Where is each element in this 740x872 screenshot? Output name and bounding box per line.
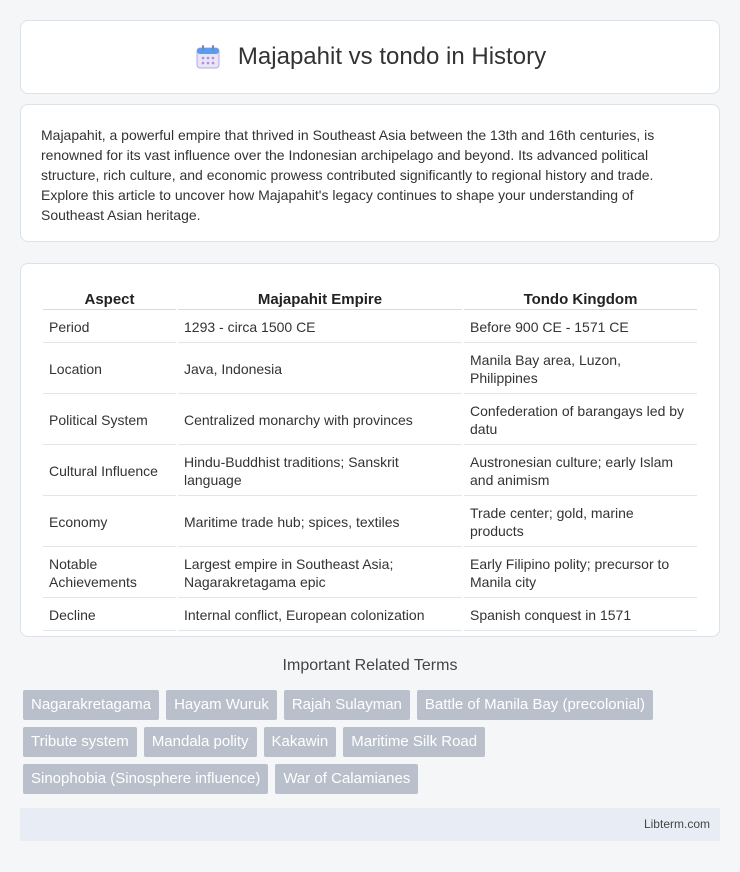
table-cell-aspect: Cultural Influence — [43, 447, 176, 496]
table-row — [43, 549, 697, 598]
column-header-aspect: Aspect — [43, 286, 176, 310]
table-cell-tondo: Early Filipino polity; precursor to Manila city — [464, 549, 697, 598]
table-cell-tondo: Before 900 CE - 1571 CE — [464, 312, 697, 343]
title-card — [20, 20, 720, 94]
intro-card — [20, 104, 720, 242]
footer-site-link[interactable]: Libterm.com — [643, 817, 710, 831]
related-term-tag[interactable]: Tribute system — [23, 727, 137, 757]
title-wrap — [21, 21, 719, 93]
column-header-tondo: Tondo Kingdom — [464, 286, 697, 310]
table-cell-majapahit: Centralized monarchy with provinces — [178, 396, 462, 445]
table-row — [43, 312, 697, 343]
table-cell-tondo: Austronesian culture; early Islam and animism — [464, 447, 697, 496]
table-cell-tondo: Confederation of barangays led by datu — [464, 396, 697, 445]
table-cell-majapahit: Internal conflict, European colonization — [178, 600, 462, 631]
calendar-icon — [194, 43, 222, 71]
table-row — [43, 600, 697, 631]
table-cell-aspect: Decline — [43, 600, 176, 631]
table-row — [43, 345, 697, 394]
related-term-tag[interactable]: Battle of Manila Bay (precolonial) — [417, 690, 653, 720]
table-cell-tondo: Spanish conquest in 1571 — [464, 600, 697, 631]
table-cell-tondo: Manila Bay area, Luzon, Philippines — [464, 345, 697, 394]
table-cell-majapahit: Maritime trade hub; spices, textiles — [178, 498, 462, 547]
table-cell-aspect: Location — [43, 345, 176, 394]
related-term-tag[interactable]: Nagarakretagama — [23, 690, 159, 720]
table-cell-majapahit: Hindu-Buddhist traditions; Sanskrit language — [178, 447, 462, 496]
column-header-majapahit: Majapahit Empire — [178, 286, 462, 310]
related-term-tag[interactable]: Maritime Silk Road — [343, 727, 485, 757]
related-term-tag[interactable]: Kakawin — [264, 727, 337, 757]
comparison-table — [41, 284, 699, 633]
table-row — [43, 396, 697, 445]
table-header-row — [43, 286, 697, 310]
table-cell-aspect: Political System — [43, 396, 176, 445]
related-term-tag[interactable]: Hayam Wuruk — [166, 690, 277, 720]
footer — [20, 808, 720, 841]
comparison-table-card — [20, 263, 720, 637]
related-term-tag[interactable]: Mandala polity — [144, 727, 257, 757]
page-title: Majapahit vs tondo in History — [237, 43, 547, 70]
related-terms-heading: Important Related Terms — [282, 657, 458, 674]
related-term-tag[interactable]: War of Calamianes — [275, 764, 418, 794]
table-row — [43, 447, 697, 496]
related-term-tag[interactable]: Rajah Sulayman — [284, 690, 410, 720]
table-cell-majapahit: Java, Indonesia — [178, 345, 462, 394]
table-row — [43, 498, 697, 547]
table-cell-aspect: Economy — [43, 498, 176, 547]
table-cell-majapahit: 1293 - circa 1500 CE — [178, 312, 462, 343]
related-term-tag[interactable]: Sinophobia (Sinosphere influence) — [23, 764, 268, 794]
intro-paragraph: Majapahit, a powerful empire that thrived in Southeast Asia between the 13th and 16th centuries, is renowned for its vast influence over the Indonesian archipelago and beyond. Its advanced political structure, rich culture, and economic prowess contributed significantly to regional history and trade. Explore this article to uncover how Majapahit's legacy continues to shape your understanding of Southeast Asian heritage. — [41, 127, 655, 223]
table-cell-aspect: Period — [43, 312, 176, 343]
table-cell-aspect: Notable Achievements — [43, 549, 176, 598]
table-cell-tondo: Trade center; gold, marine products — [464, 498, 697, 547]
table-cell-majapahit: Largest empire in Southeast Asia; Nagarakretagama epic — [178, 549, 462, 598]
related-terms-list — [23, 690, 717, 794]
